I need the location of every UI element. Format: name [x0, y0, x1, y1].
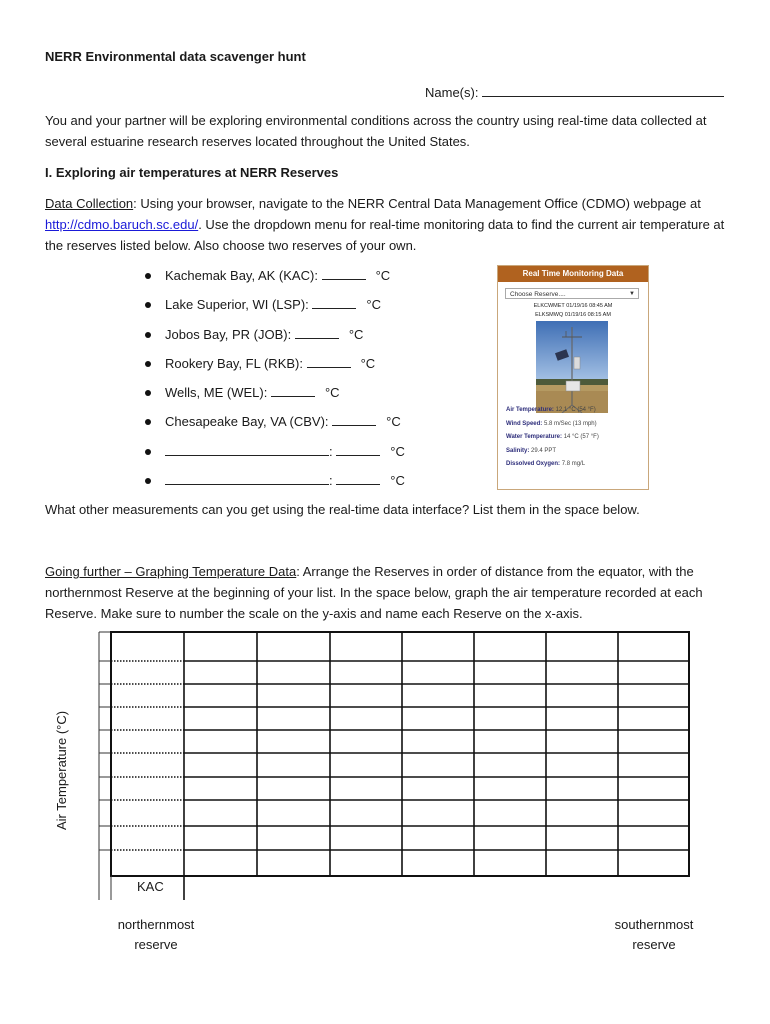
- chevron-down-icon: ▼: [629, 291, 635, 297]
- data-collection-paragraph: [45, 193, 735, 256]
- reading-water-temp: [506, 434, 599, 440]
- unit-label: °C: [375, 268, 391, 283]
- colon-label: :: [329, 473, 333, 489]
- reserve-select[interactable]: [505, 288, 639, 299]
- answer-blank[interactable]: [336, 472, 380, 485]
- answer-blank[interactable]: [295, 326, 339, 339]
- reserve-list: [145, 266, 405, 500]
- reading-wind-speed: [506, 421, 597, 427]
- reserve-name-blank[interactable]: [165, 443, 329, 456]
- answer-blank[interactable]: [322, 267, 366, 280]
- southernmost-line1: southernmost: [614, 917, 694, 932]
- northernmost-label: [106, 915, 206, 955]
- widget-header: Real Time Monitoring Data: [498, 266, 648, 282]
- reading-label: Water Temperature:: [506, 434, 563, 440]
- x-label-first: KAC: [137, 879, 164, 894]
- reserve-name-blank[interactable]: [165, 472, 329, 485]
- unit-label: °C: [360, 355, 376, 371]
- southernmost-line2: reserve: [632, 937, 676, 952]
- section-heading: I. Exploring air temperatures at NERR Reserves: [45, 165, 339, 180]
- reading-value: 14 °C (57 °F): [563, 434, 599, 440]
- answer-blank[interactable]: [332, 413, 376, 426]
- document-title: NERR Environmental data scavenger hunt: [45, 49, 306, 64]
- graph-grid[interactable]: [97, 630, 697, 903]
- names-field[interactable]: [425, 84, 724, 100]
- unit-label: °C: [390, 473, 405, 489]
- reserve-label: Kachemak Bay, AK (KAC):: [165, 268, 318, 283]
- reading-value: 5.8 m/Sec (13 mph): [543, 421, 597, 427]
- answer-blank[interactable]: [271, 384, 315, 397]
- bullet-icon: [145, 332, 151, 338]
- reserve-label: Chesapeake Bay, VA (CBV):: [165, 414, 329, 430]
- unit-label: °C: [348, 326, 364, 342]
- names-label: Name(s):: [425, 85, 479, 100]
- station-photo: [536, 321, 608, 413]
- reserve-label: Rookery Bay, FL (RKB):: [165, 355, 303, 371]
- bullet-icon: [145, 302, 151, 308]
- unit-label: °C: [324, 385, 340, 401]
- list-item: [145, 442, 405, 471]
- unit-label: °C: [366, 297, 381, 313]
- unit-label: °C: [390, 443, 405, 459]
- list-item: [145, 383, 405, 412]
- list-item: [145, 471, 405, 500]
- going-further-text: : Arrange the Reserves in order of distance from the equator, with the northernmost Reserve at the beginning of your list. In the space below, graph the air temperature recorded at each Reserve. Make sure to number the scale on the y-axis and name each Reserve on the x-axis.: [45, 564, 703, 621]
- answer-blank[interactable]: [312, 296, 356, 309]
- reading-value: 29.4 PPT: [531, 448, 557, 454]
- question-text: What other measurements can you get using the real-time data interface? List them in the space below.: [45, 502, 640, 517]
- bullet-icon: [145, 361, 151, 367]
- reading-salinity: [506, 448, 556, 454]
- reserve-label: Wells, ME (WEL):: [165, 385, 268, 401]
- list-item: [145, 354, 405, 383]
- station-wq: ELKSMWQ 01/19/16 08:15 AM: [535, 312, 611, 318]
- data-collection-heading: Data Collection: [45, 196, 134, 211]
- bullet-icon: [145, 390, 151, 396]
- answer-blank[interactable]: [336, 443, 380, 456]
- reserve-label: Jobos Bay, PR (JOB):: [165, 326, 292, 342]
- bullet-icon: [145, 449, 151, 455]
- northernmost-line2: reserve: [134, 937, 178, 952]
- cdmo-link[interactable]: http://cdmo.baruch.sc.edu/: [45, 217, 199, 232]
- reading-value: 7.8 mg/L: [561, 461, 586, 467]
- station-met: ELKCWMET 01/19/16 08:45 AM: [533, 303, 613, 309]
- names-blank[interactable]: [482, 84, 724, 97]
- list-item: [145, 266, 405, 295]
- reading-value: 12.1 °C (54 °F): [555, 407, 596, 413]
- list-item: [145, 295, 405, 324]
- southernmost-label: [604, 915, 704, 955]
- reading-dissolved-oxygen: [506, 461, 585, 467]
- data-collection-text1: : Using your browser, navigate to the NERR Central Data Management Office (CDMO) webpage at: [133, 196, 701, 211]
- select-value: Choose Reserve....: [510, 291, 566, 298]
- unit-label: °C: [386, 414, 401, 430]
- colon-label: :: [329, 443, 333, 459]
- list-item: [145, 325, 405, 354]
- reserve-label: Lake Superior, WI (LSP):: [165, 297, 309, 313]
- y-axis-label: Air Temperature (°C): [54, 710, 69, 830]
- going-further-paragraph: [45, 561, 735, 624]
- reading-label: Salinity:: [506, 448, 530, 454]
- reading-label: Wind Speed:: [506, 421, 543, 427]
- reading-air-temp: [506, 407, 596, 413]
- bullet-icon: [145, 419, 151, 425]
- northernmost-line1: northernmost: [117, 917, 195, 932]
- answer-blank[interactable]: [307, 355, 351, 368]
- data-collection-text2: . Use the dropdown menu for real-time monitoring data to find the current air temperature at the reserves listed below. Also choose two reserves of your own.: [45, 217, 725, 253]
- bullet-icon: [145, 478, 151, 484]
- going-further-heading: Going further – Graphing Temperature Data: [45, 564, 297, 579]
- bullet-icon: [145, 273, 151, 279]
- list-item: [145, 412, 405, 441]
- reading-label: Air Temperature:: [506, 407, 554, 413]
- intro-paragraph: You and your partner will be exploring environmental conditions across the country using real-time data collected at several estuarine research reserves located throughout the United States.: [45, 113, 707, 149]
- reading-label: Dissolved Oxygen:: [506, 461, 561, 467]
- realtime-widget-screenshot: [497, 265, 649, 490]
